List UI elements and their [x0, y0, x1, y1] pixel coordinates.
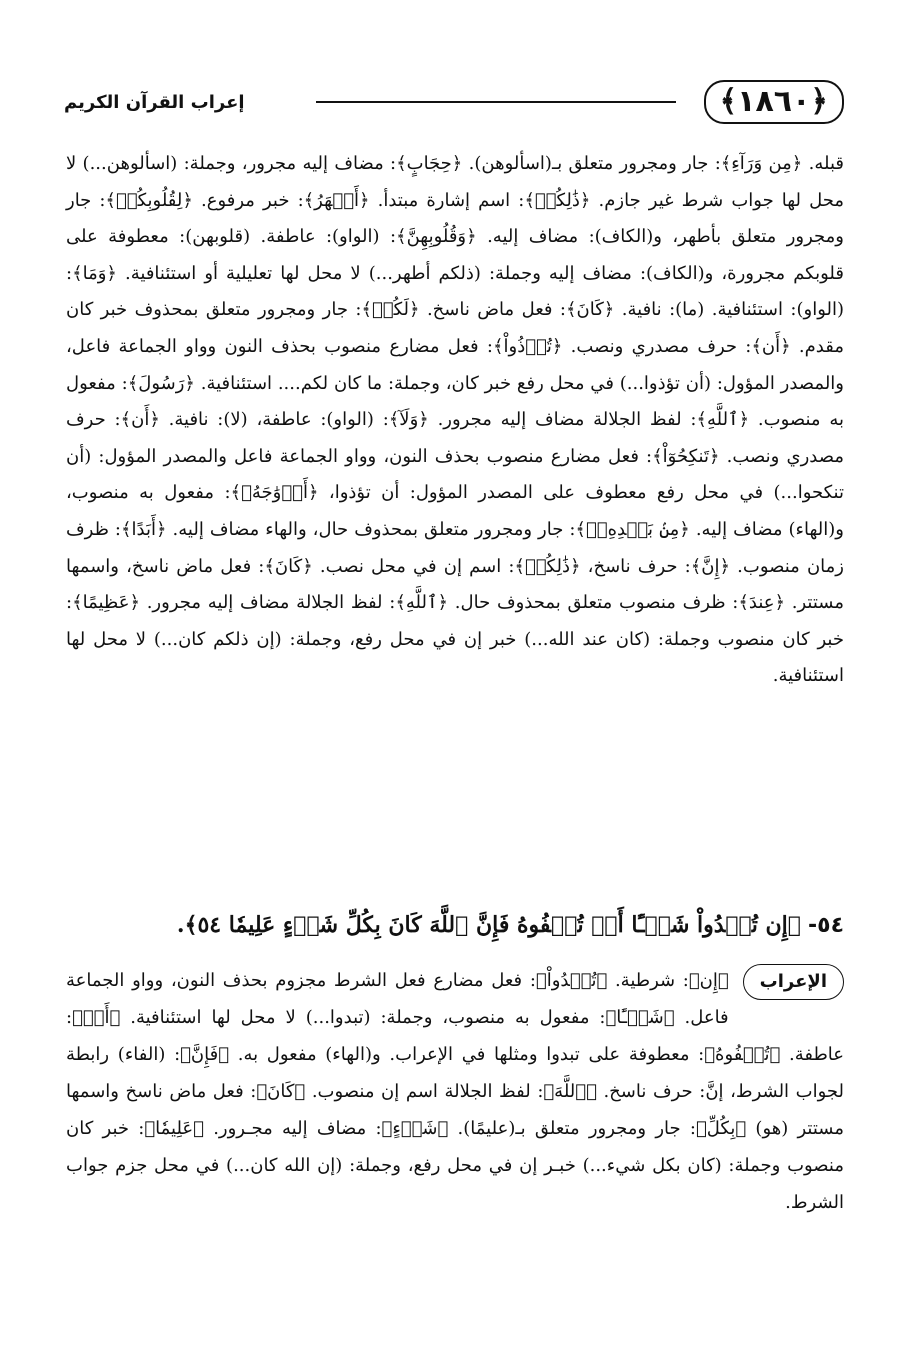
paragraph-irab-verse-53: قبله. ﴿مِن وَرَآءِ﴾: جار ومجرور متعلق بـ(اسألوهن). ﴿حِجَابٍ﴾: مضاف إليه مجرور، وجملة: (اسألوهن...) لا محل لها جواب شرط غير جازم. ﴿ذَٰلِكُمۡ﴾: اسم إشارة مبتدأ. ﴿أَطۡهَرُ﴾: خبر مرفوع. ﴿لِقُلُوبِكُمۡ﴾: جار ومجرور متعلق بأطهر، و(الكاف): مضاف إليه. ﴿وَقُلُوبِهِنَّ﴾: (الواو): عاطفة. (قلوبهن): معطوفة على قلوبكم مجرورة، و(الكاف): مضاف إليه وجملة: (ذلكم أطهر...) لا محل لها تعليلية أو استئنافية. ﴿وَمَا﴾: (الواو): استئنافية. (ما): نافية. ﴿كَانَ﴾: فعل ماض ناسخ. ﴿لَكُمۡ﴾: جار ومجرور متعلق بمحذوف خبر كان مقدم. ﴿أَن﴾: حرف مصدري ونصب. ﴿تُؤۡذُواْ﴾: فعل مضارع منصوب بحذف النون وواو الجماعة فاعل، والمصدر المؤول: (أن تؤذوا...) في محل رفع خبر كان، وجملة: ما كان لكم.... استئنافية. ﴿رَسُولَ﴾: مفعول به منصوب. ﴿ٱللَّهِ﴾: لفظ الجلالة مضاف إليه مجرور. ﴿وَلَآ﴾: (الواو): عاطفة، (لا): نافية. ﴿أَن﴾: حرف مصدري ونصب. ﴿تَنكِحُوٓاْ﴾: فعل مضارع منصوب بحذف النون، وواو الجماعة فاعل والمصدر المؤول: (أن تنكحوا...) في محل رفع معطوف على المصدر المؤول: أن تؤذوا، ﴿أَزۡوَٰجَهُۥ﴾: مفعول به منصوب، و(الهاء) مضاف إليه. ﴿مِنۢ بَعۡدِهِۦٓ﴾: جار ومجرور متعلق بمحذوف حال، والهاء مضاف إليه. ﴿أَبَدًا﴾: ظرف زمان منصوب. ﴿إِنَّ﴾: حرف ناسخ، ﴿ذَٰلِكُمۡ﴾: اسم إن في محل نصب. ﴿كَانَ﴾: فعل ماض ناسخ، واسمها مستتر. ﴿عِندَ﴾: ظرف منصوب متعلق بمحذوف حال. ﴿ٱللَّهِ﴾: لفظ الجلالة مضاف إليه مجرور. ﴿عَظِيمًا﴾: خبر كان منصوب وجملة: (كان عند الله...) خبر إن في محل رفع، وجملة: (إن ذلكم كان...) لا محل لها استئنافية.: [66, 153, 844, 687]
irab-label: الإعراب: [743, 964, 844, 1000]
verse-number: ٥٤-: [808, 913, 844, 938]
verse-text: ﴿إِن تُبۡدُواْ شَيۡـًٔا أَوۡ تُخۡفُوهُ فَإِنَّ ٱللَّهَ كَانَ بِكُلِّ شَيۡءٍ عَلِيمٗا ٥٤﴾.: [176, 912, 801, 938]
header-rule: [316, 101, 676, 103]
paragraph-irab-verse-54: [66, 962, 844, 1221]
page-number: ﴿١٨٦٠﴾: [704, 80, 844, 124]
page-header: [64, 78, 844, 126]
verse-54: [66, 904, 844, 947]
irab-text: ﴿إِن﴾: شرطية. ﴿تُبۡدُواْ﴾: فعل مضارع فعل الشرط مجزوم بحذف النون، وواو الجماعة فاعل. ﴿شَيۡـًٔا﴾: مفعول به منصوب، وجملة: (تبدوا...) لا محل لها استئنافية. ﴿أَوۡ﴾: عاطفة. ﴿تُخۡفُوهُ﴾: معطوفة على تبدوا ومثلها في الإعراب. و(الهاء) مفعول به. ﴿فَإِنَّ﴾: (الفاء) رابطة لجواب الشرط، إنَّ: حرف ناسخ. ﴿ٱللَّهَ﴾: لفظ الجلالة اسم إن منصوب. ﴿كَانَ﴾: فعل ماض ناسخ واسمها مستتر (هو) ﴿بِكُلِّ﴾: جار ومجرور متعلق بـ(عليمًا). ﴿شَيۡءٍ﴾: مضاف إليه مجـرور. ﴿عَلِيمٗا﴾: خبر كان منصوب وجملة: (كان بكل شيء...) خبـر إن في محل رفع، وجملة: (إن الله كان...) في محل جزم جواب الشرط.: [66, 970, 844, 1213]
book-title: إعراب القرآن الكريم: [64, 91, 245, 113]
